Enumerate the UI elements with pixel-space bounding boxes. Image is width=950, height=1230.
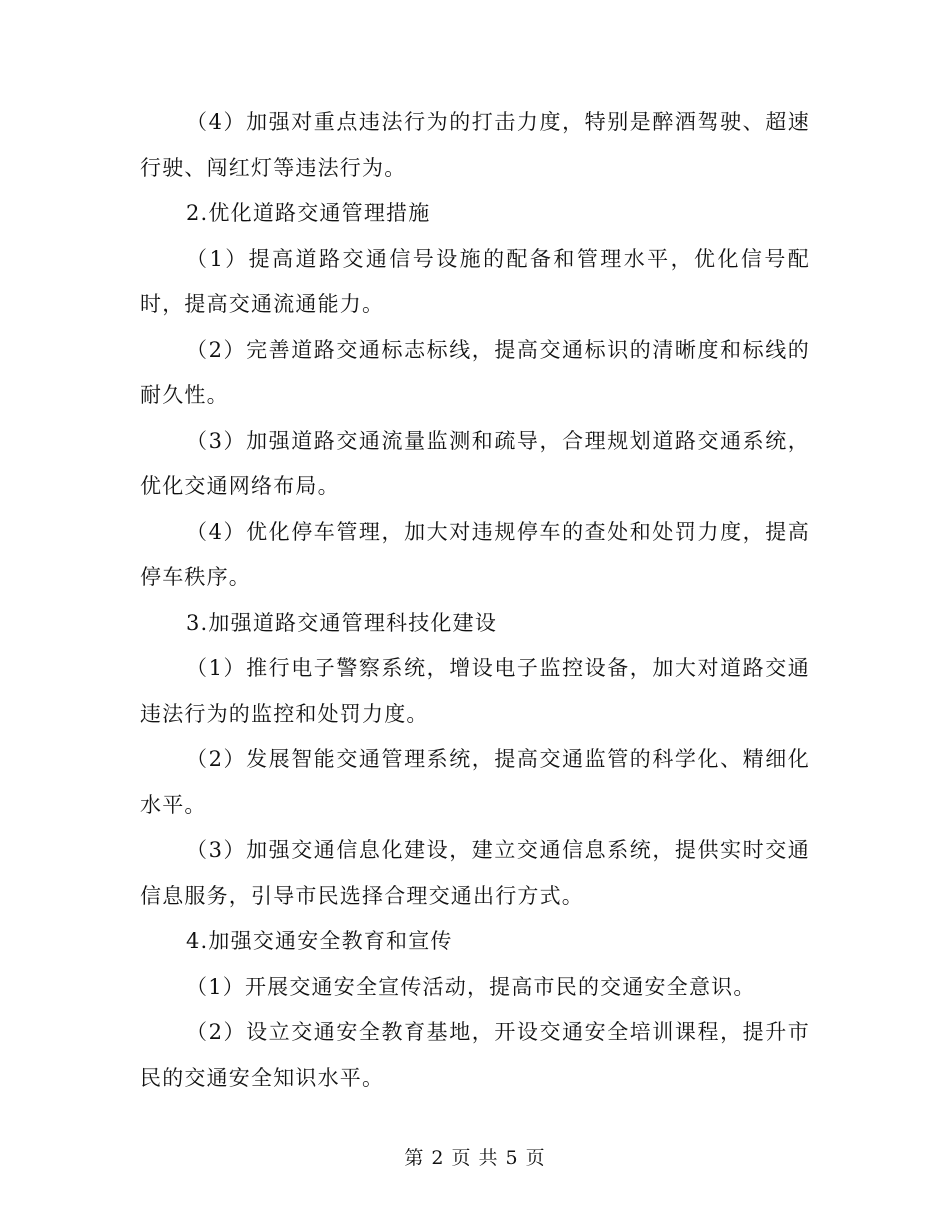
list-item: （3）加强道路交通流量监测和疏导，合理规划道路交通系统，优化交通网络布局。 (140, 428, 810, 498)
section-heading: 3.加强道路交通管理科技化建设 (186, 610, 498, 635)
list-item: （1）开展交通安全宣传活动，提高市民的交通安全意识。 (186, 974, 756, 999)
list-item: （2）发展智能交通管理系统，提高交通监管的科学化、精细化水平。 (140, 747, 810, 817)
list-item: （4）加强对重点违法行为的打击力度，特别是醉酒驾驶、超速行驶、闯红灯等违法行为。 (140, 110, 810, 180)
list-item: （3）加强交通信息化建设，建立交通信息系统，提供实时交通信息服务，引导市民选择合理交通出行方式。 (140, 838, 810, 908)
document-body (140, 100, 810, 1101)
list-item: （2）设立交通安全教育基地，开设交通安全培训课程，提升市民的交通安全知识水平。 (140, 1020, 810, 1090)
list-item: （1）推行电子警察系统，增设电子监控设备，加大对道路交通违法行为的监控和处罚力度。 (140, 656, 810, 726)
list-item: （4）优化停车管理，加大对违规停车的查处和处罚力度，提高停车秩序。 (140, 519, 810, 589)
page-number-footer: 第 2 页 共 5 页 (404, 1147, 546, 1169)
list-item: （2）完善道路交通标志标线，提高交通标识的清晰度和标线的耐久性。 (140, 337, 810, 407)
list-item: （1）提高道路交通信号设施的配备和管理水平，优化信号配时，提高交通流通能力。 (140, 246, 810, 316)
section-heading: 4.加强交通安全教育和宣传 (186, 929, 453, 953)
section-heading: 2.优化道路交通管理措施 (186, 201, 431, 225)
